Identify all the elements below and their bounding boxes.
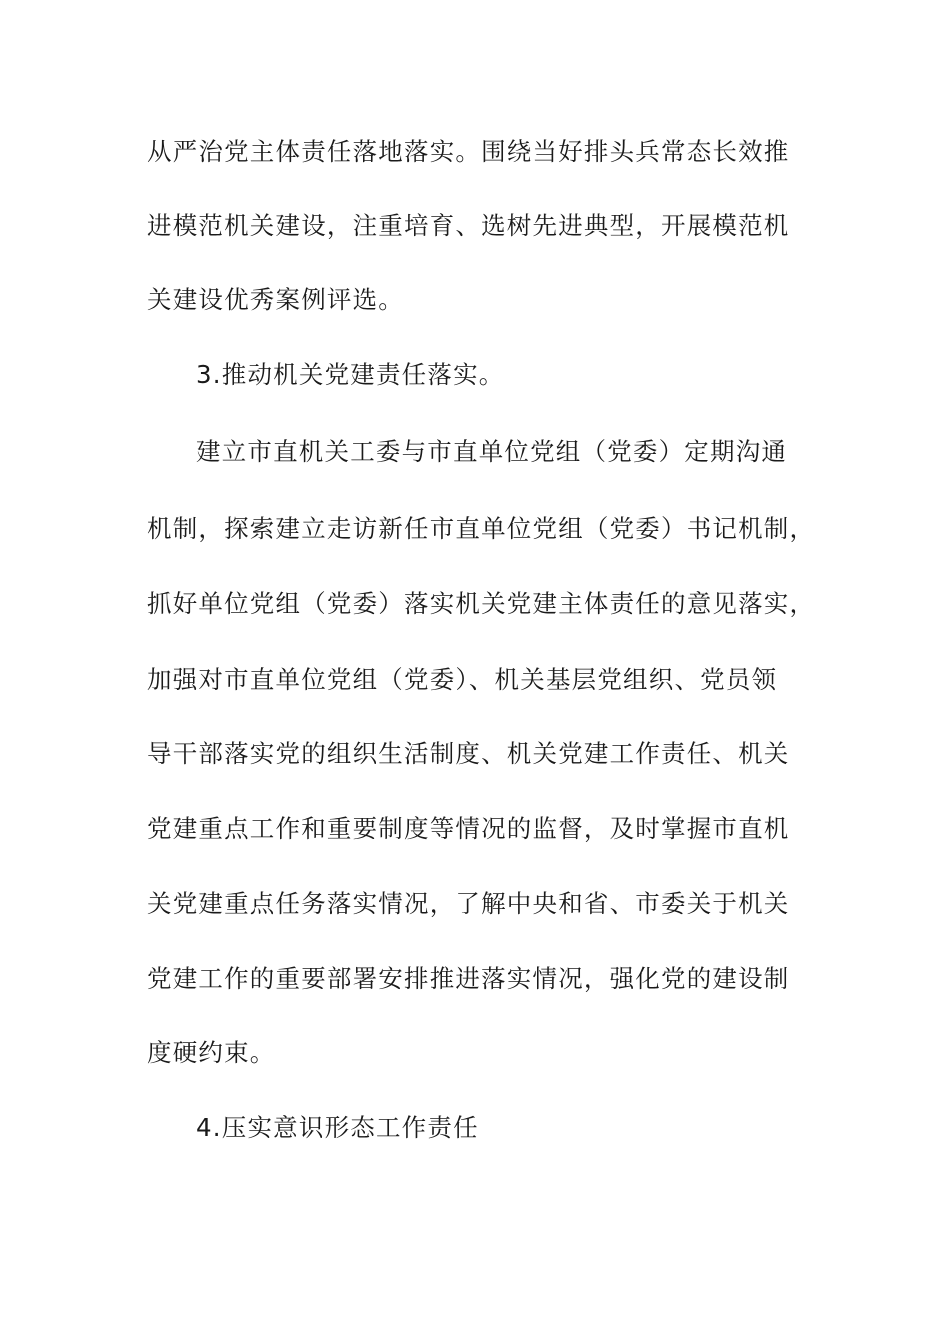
paragraph-line: 进模范机关建设，注重培育、选树先进典型，开展模范机 <box>147 211 790 240</box>
paragraph-line: 党建重点工作和重要制度等情况的监督，及时掌握市直机 <box>147 814 790 843</box>
paragraph-line: 建立市直机关工委与市直单位党组（党委）定期沟通 <box>196 437 788 466</box>
paragraph-line: 导干部落实党的组织生活制度、机关党建工作责任、机关 <box>147 739 790 768</box>
section-heading: 3.推动机关党建责任落实。 <box>196 360 505 389</box>
paragraph-line: 机制，探索建立走访新任市直单位党组（党委）书记机制， <box>147 514 816 543</box>
paragraph-line: 度硬约束。 <box>147 1038 276 1067</box>
paragraph-line: 党建工作的重要部署安排推进落实情况，强化党的建设制 <box>147 964 790 993</box>
paragraph-line: 关党建重点任务落实情况，了解中央和省、市委关于机关 <box>147 889 790 918</box>
section-heading: 4.压实意识形态工作责任 <box>196 1113 479 1142</box>
paragraph-line: 抓好单位党组（党委）落实机关党建主体责任的意见落实， <box>147 589 816 618</box>
paragraph-line: 加强对市直单位党组（党委）、机关基层党组织、党员领 <box>147 665 778 694</box>
paragraph-line: 从严治党主体责任落地落实。围绕当好排头兵常态长效推 <box>147 137 790 166</box>
paragraph-line: 关建设优秀案例评选。 <box>147 285 404 314</box>
